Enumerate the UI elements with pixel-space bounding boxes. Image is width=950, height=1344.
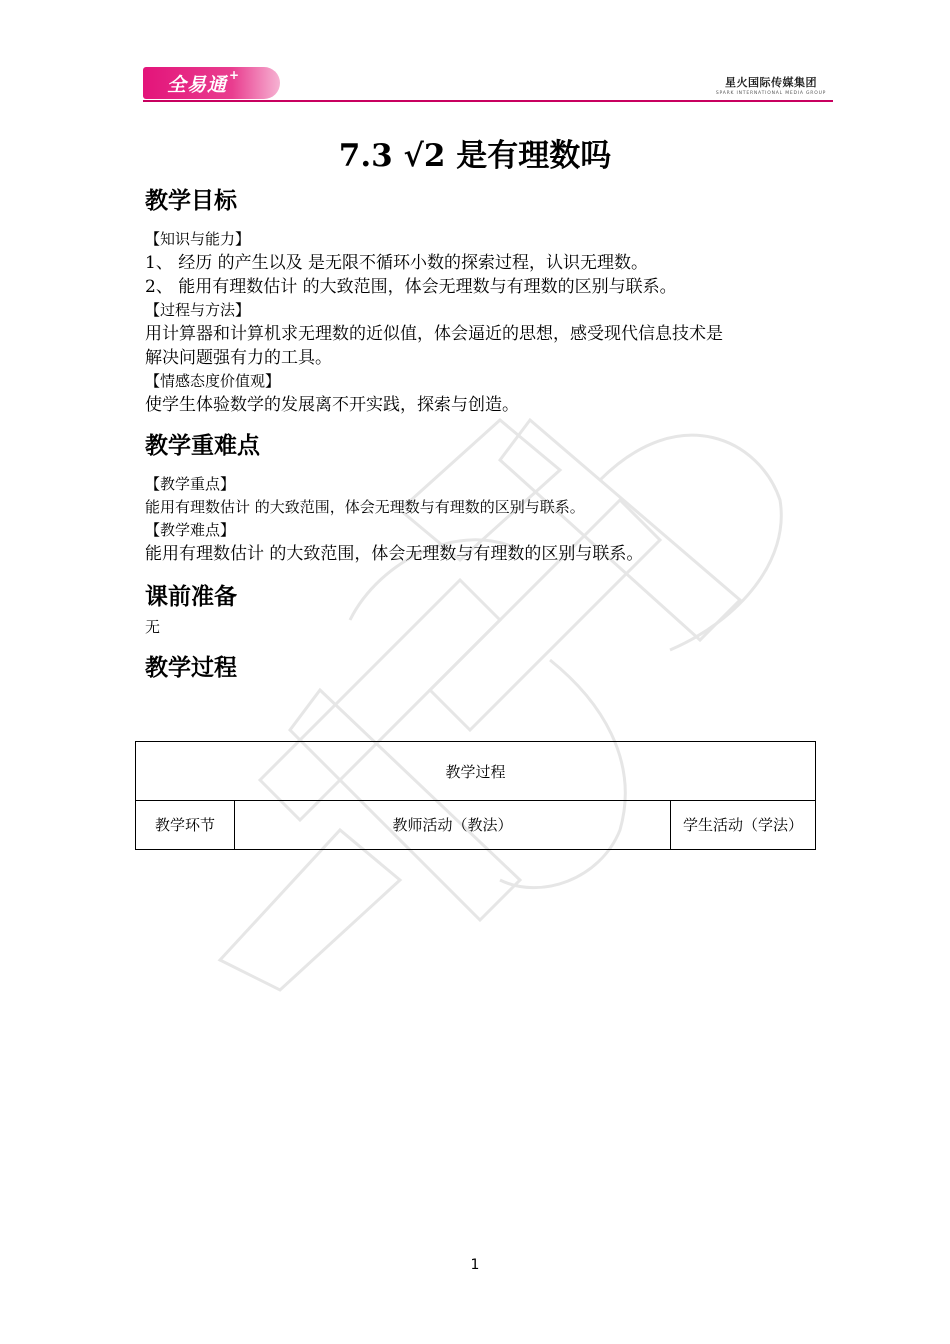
page-number: 1 xyxy=(470,1257,480,1273)
key-point-label: 【教学重点】 xyxy=(145,475,236,493)
section-heading-procedure: 教学过程 xyxy=(145,655,237,681)
section-heading-preparation: 课前准备 xyxy=(145,584,237,610)
preparation-text: 无 xyxy=(145,618,161,636)
difficult-point-text: 能用有理数估计 的大致范围，体会无理数与有理数的区别与联系。 xyxy=(145,544,644,564)
section-heading-key-points: 教学重难点 xyxy=(145,433,260,459)
process-line-1: 用计算器和计算机求无理数的近似值，体会逼近的思想，感受现代信息技术是 xyxy=(145,324,723,344)
table-header-teacher: 教师活动（教法） xyxy=(235,801,671,850)
knowledge-label: 【知识与能力】 xyxy=(145,230,251,248)
knowledge-item-1: 1、 经历 的产生以及 是无限不循环小数的探索过程，认识无理数。 xyxy=(145,253,649,273)
procedure-table xyxy=(135,741,816,850)
section-heading-goals: 教学目标 xyxy=(145,188,237,214)
publisher-name-en: SPARK INTERNATIONAL MEDIA GROUP xyxy=(715,91,827,96)
header-divider xyxy=(143,100,833,102)
knowledge-item-2: 2、 能用有理数估计 的大致范围，体会无理数与有理数的区别与联系。 xyxy=(145,277,677,297)
table-caption: 教学过程 xyxy=(136,742,816,801)
emotion-line-1: 使学生体验数学的发展离不开实践，探索与创造。 xyxy=(145,395,519,415)
difficult-point-label: 【教学难点】 xyxy=(145,521,236,539)
process-label: 【过程与方法】 xyxy=(145,301,251,319)
table-header-stage: 教学环节 xyxy=(136,801,235,850)
key-point-text: 能用有理数估计 的大致范围，体会无理数与有理数的区别与联系。 xyxy=(145,498,585,516)
table-header-student: 学生活动（学法） xyxy=(671,801,816,850)
publisher-name-cn: 星火国际传媒集团 xyxy=(725,76,817,89)
brand-logo xyxy=(143,67,280,99)
sparkle-icon: + xyxy=(229,68,241,82)
emotion-label: 【情感态度价值观】 xyxy=(145,372,281,390)
brand-logo-text: 全易通 xyxy=(167,73,228,96)
page-title: 7.3 √2 是有理数吗 xyxy=(338,138,612,174)
publisher-logo xyxy=(708,74,834,96)
document-body xyxy=(145,184,815,687)
process-line-2: 解决问题强有力的工具。 xyxy=(145,348,332,368)
